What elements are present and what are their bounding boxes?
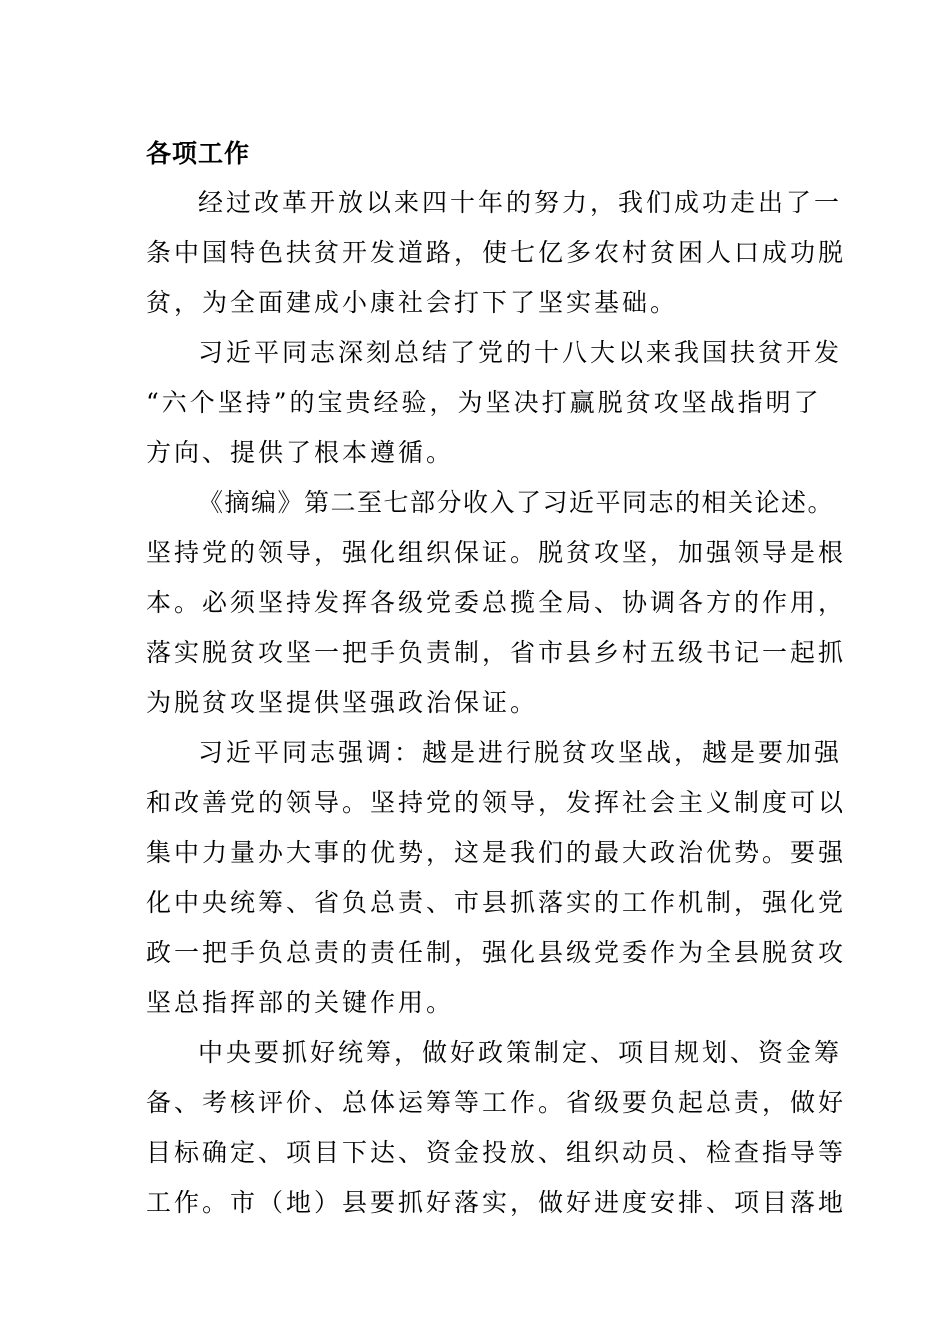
text-line: 政一把手负总责的责任制，强化县级党委作为全县脱贫攻 [146, 938, 847, 967]
text-line: 备、考核评价、总体运筹等工作。省级要负起总责，做好 [146, 1088, 847, 1117]
text-line: 化中央统筹、省负总责、市县抓落实的工作机制，强化党 [146, 888, 847, 917]
text-line: 集中力量办大事的优势，这是我们的最大政治优势。要强 [146, 838, 847, 867]
text-line: “六个坚持”的宝贵经验，为坚决打赢脱贫攻坚战指明了 [146, 388, 822, 417]
text-line: 方向、提供了根本遵循。 [146, 438, 455, 467]
paragraph [146, 728, 847, 1028]
text-line: 为脱贫攻坚提供坚强政治保证。 [146, 688, 539, 717]
paragraph [146, 328, 843, 478]
paragraph [146, 178, 847, 328]
text-line: 本。必须坚持发挥各级党委总揽全局、协调各方的作用， [146, 588, 847, 617]
document-body [146, 130, 847, 1228]
paragraph [146, 478, 847, 728]
text-line: 坚持党的领导，强化组织保证。脱贫攻坚，加强领导是根 [146, 538, 847, 567]
text-line: 落实脱贫攻坚一把手负责制，省市县乡村五级书记一起抓 [146, 638, 847, 667]
text-line: 贫，为全面建成小康社会打下了坚实基础。 [146, 288, 679, 317]
section-heading: 各项工作 [146, 139, 251, 168]
text-line: 《摘编》第二至七部分收入了习近平同志的相关论述。 [198, 488, 835, 517]
text-line: 和改善党的领导。坚持党的领导，发挥社会主义制度可以 [146, 788, 847, 817]
paragraph [146, 1028, 847, 1228]
text-line: 条中国特色扶贫开发道路，使七亿多农村贫困人口成功脱 [146, 238, 847, 267]
text-line: 工作。市（地）县要抓好落实，做好进度安排、项目落地 [146, 1188, 847, 1217]
text-line: 经过改革开放以来四十年的努力，我们成功走出了一 [198, 188, 843, 217]
text-line: 目标确定、项目下达、资金投放、组织动员、检查指导等 [146, 1138, 847, 1167]
text-line: 习近平同志深刻总结了党的十八大以来我国扶贫开发 [198, 338, 843, 367]
text-line: 坚总指挥部的关键作用。 [146, 988, 455, 1017]
text-line: 习近平同志强调：越是进行脱贫攻坚战，越是要加强 [198, 738, 843, 767]
text-line: 中央要抓好统筹，做好政策制定、项目规划、资金筹 [198, 1038, 843, 1067]
